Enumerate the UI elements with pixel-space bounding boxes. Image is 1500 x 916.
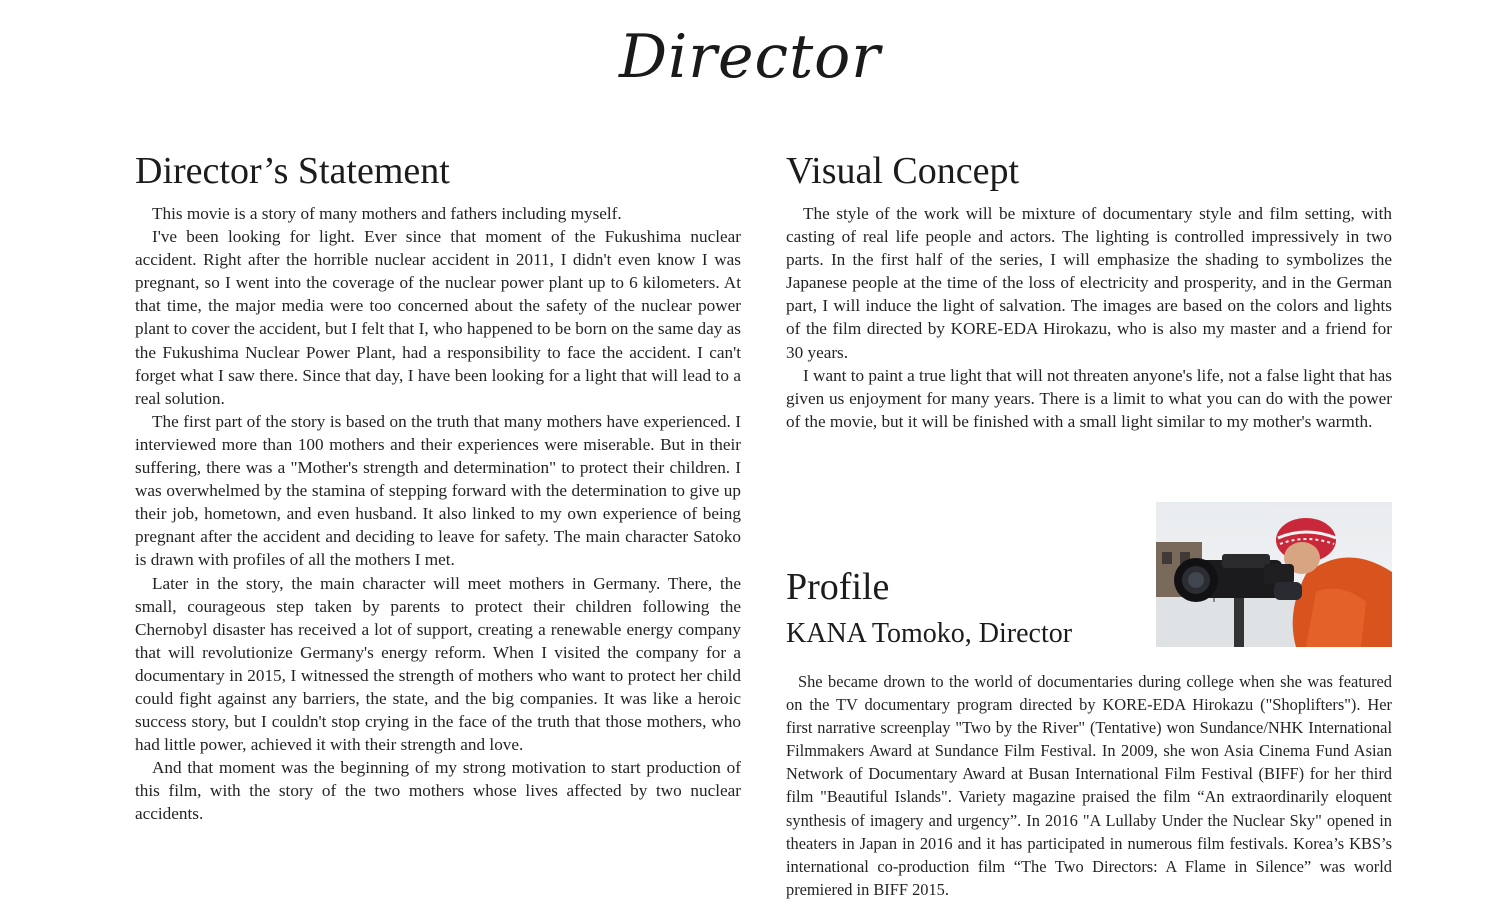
directors-statement-section [135,146,741,826]
visual-concept-section [786,146,1392,433]
visual-concept-heading: Visual Concept [786,150,1020,192]
visual-paragraph: The style of the work will be mixture of documentary style and film setting, with casting of real life people and actors. The lighting is controlled impressively in two parts. In the first half of the series, I will emphasize the shading to symbolizes the Japanese people at the time of the loss of electricity and prosperity, and in the German part, I will induce the light of salvation. The images are based on the colors and lights of the film directed by KORE-EDA Hirokazu, who is also my master and a friend for 30 years. [786,204,1392,362]
statement-paragraph: The first part of the story is based on the truth that many mothers have experienced. I interviewed more than 100 mothers and their experiences were miserable. But in their suffering, there was a "Mother's strength and determination" to protect their children. I was overwhelmed by the stamina of stepping forward with the determination to give up their job, hometown, and even husband. It also linked to my own experience of being pregnant after the accident and deciding to leave for safety. The main character Satoko is drawn with profiles of all the mothers I met. [135,411,741,570]
page-title: Director [618,22,881,92]
directors-statement-heading: Director’s Statement [135,150,450,192]
profile-body [786,670,1392,901]
profile-paragraph: She became drown to the world of documentaries during college when she was featured on the TV documentary program directed by KORE-EDA Hirokazu ("Shoplifters"). Her first narrative screenplay "Two by the River" (Tentative) won Sundance/NHK International Filmmakers Award at Sundance Film Festival. In 2009, she won Asia Cinema Fund Asian Network of Documentary Award at Busan International Film Festival (BIFF) for her third film "Beautiful Islands". Variety magazine praised the film “An extraordinarily eloquent synthesis of imagery and urgency”. In 2016 "A Lullaby Under the Nuclear Sky" opened in theaters in Japan in 2016 and it has participated in numerous film festivals. Korea’s KBS’s international co-production film “The Two Directors: A Flame in Silence” was world premiered in BIFF 2015. [786,672,1392,899]
director-name: KANA Tomoko, Director [786,618,1073,649]
statement-paragraph: I've been looking for light. Ever since that moment of the Fukushima nuclear accident. Right after the horrible nuclear accident in 2011, I didn't even know I was pregnant, so I went into the coverage of the nuclear power plant up to 6 kilometers. At that time, the major media were too concerned about the safety of the nuclear power plant to cover the accident, but I felt that I, who happened to be born on the same day as the Fukushima Nuclear Power Plant, had a responsibility to face the accident. I can't forget what I saw there. Since that day, I have been looking for a light that will lead to a real solution. [135,227,741,408]
visual-paragraph: I want to paint a true light that will not threaten anyone's life, not a false light that has given us enjoyment for many years. There is a limit to what you can do with the power of the movie, but it will be finished with a small light similar to my mother's warmth. [786,365,1392,431]
visual-concept-body [786,202,1392,433]
director-photo [1156,502,1392,647]
statement-paragraph: This movie is a story of many mothers and fathers including myself. [152,204,622,223]
profile-heading: Profile [786,566,890,608]
director-with-camera-image [1156,502,1392,647]
directors-statement-body [135,202,741,826]
statement-paragraph: And that moment was the beginning of my strong motivation to start production of this film, with the story of the two mothers whose lives affected by two nuclear accidents. [135,758,741,824]
profile-section [786,500,1392,901]
statement-paragraph: Later in the story, the main character will meet mothers in Germany. There, the small, courageous step taken by parents to protect their children following the Chernobyl disaster has received a lot of support, creating a renewable energy company that will revolutionize Germany's energy reform. When I visited the company for a documentary in 2015, I witnessed the strength of mothers who want to protect her child could fight against any barriers, the state, and the big companies. It was like a heroic success story, but I couldn't stop crying in the face of the truth that those mothers, who had little power, achieved it with their strength and love. [135,573,741,755]
